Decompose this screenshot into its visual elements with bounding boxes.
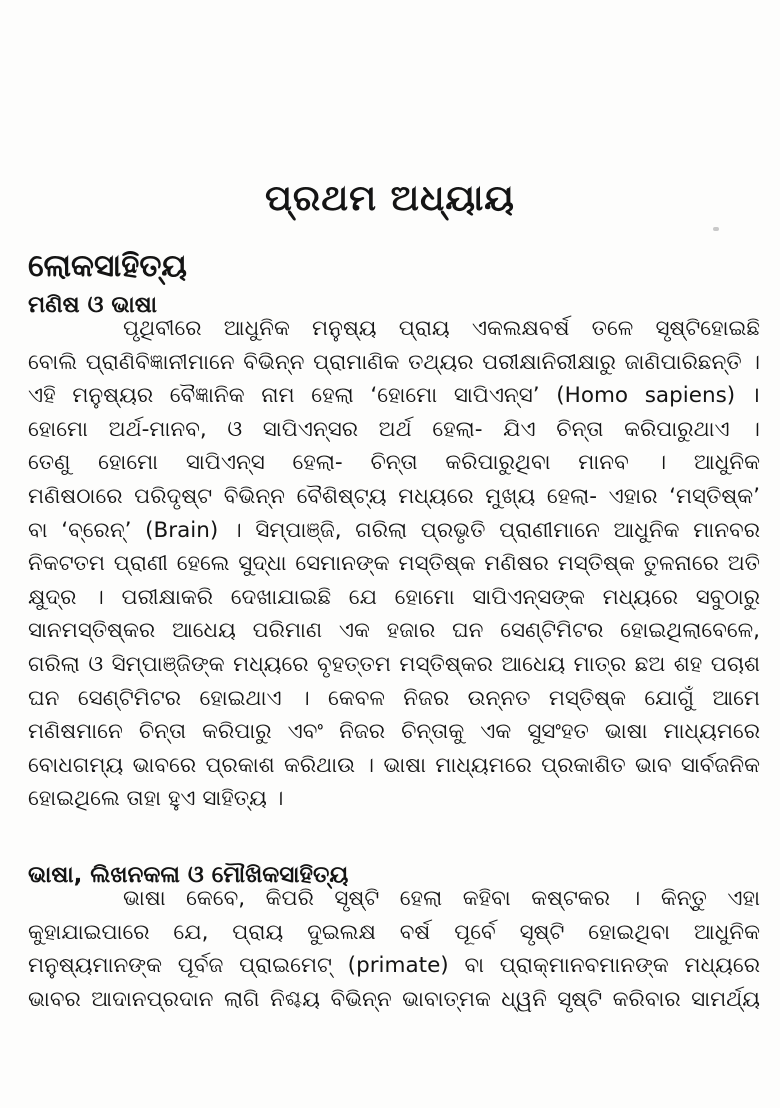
text-line: ବୋଲି ପ୍ରାଣିବିଜ୍ଞାନୀମାନେ ବିଭିନ୍ନ ପ୍ରାମାଣିକ ତଥ୍ୟର ପରୀକ୍ଷାନିରୀକ୍ଷାରୁ ଜାଣିପାରିଛନ୍ତି ।: [28, 349, 760, 375]
text-line: ସାନମସ୍ତିଷ୍କର ଆଧେୟ ପରିମାଣ ଏକ ହଜାର ଘନ ସେଣ୍ଟିମିଟର ହୋଇଥିଲାବେଳେ,: [28, 618, 760, 644]
text-line: ପୃଥିବୀରେ ଆଧୁନିକ ମନୁଷ୍ୟ ପ୍ରାୟ ଏକଲକ୍ଷବର୍ଷ ତଳେ ସୃଷ୍ଟିହୋଇଛି: [123, 316, 760, 341]
scan-speck: [713, 227, 719, 231]
text-line: ଗରିଲା ଓ ସିମ୍ପାଞ୍ଜିଙ୍କ ମଧ୍ୟରେ ବୃହତ୍ତମ ମସ୍ତିଷ୍କର ଆଧେୟ ମାତ୍ର ଛଅ ଶହ ପଚାଶ: [28, 651, 760, 677]
text-line: କ୍ଷୁଦ୍ର । ପରୀକ୍ଷାକରି ଦେଖାଯାଇଛି ଯେ ହୋମୋ ସାପିଏନ୍ସଙ୍କ ମଧ୍ୟରେ ସବୁଠାରୁ: [28, 584, 760, 610]
subsection-title-bhasha-likhanakala: ଭାଷା, ଲିଖନକଳା ଓ ମୌଖିକସାହିତ୍ୟ: [28, 862, 349, 888]
text-line: ବୋଧଗମ୍ୟ ଭାବରେ ପ୍ରକାଶ କରିଥାଉ । ଭାଷା ମାଧ୍ୟମରେ ପ୍ରକାଶିତ ଭାବ ସାର୍ବଜନିକ: [28, 752, 760, 778]
subsection-title-manisha-o-bhasha: ମଣିଷ ଓ ଭାଷା: [28, 292, 157, 318]
text-line: ହୋଇଥିଲେ ତାହା ହୁଏ ସାହିତ୍ୟ ।: [28, 786, 284, 812]
paragraph-bhasha-likhanakala: [28, 882, 760, 1016]
text-line: ହୋମୋ ଅର୍ଥ-ମାନବ, ଓ ସାପିଏନ୍ସର ଅର୍ଥ ହେଲା- ଯିଏ ଚିନ୍ତା କରିପାରୁଥାଏ ।: [28, 416, 760, 442]
text-line: ଏହି ମନୁଷ୍ୟର ବୈଜ୍ଞାନିକ ନାମ ହେଲା ‘ହୋମୋ ସାପିଏନ୍ସ’ (Homo sapiens) ।: [28, 383, 760, 409]
text-line: ବା ‘ବ୍ରେନ୍’ (Brain) । ସିମ୍ପାଞ୍ଜି, ଗରିଲା ପ୍ରଭୃତି ପ୍ରାଣୀମାନେ ଆଧୁନିକ ମାନବର: [28, 517, 760, 543]
text-line: ମଣିଷମାନେ ଚିନ୍ତା କରିପାରୁ ଏବଂ ନିଜର ଚିନ୍ତାକୁ ଏକ ସୁସଂହତ ଭାଷା ମାଧ୍ୟମରେ: [28, 719, 760, 745]
paragraph-manisha-o-bhasha: [28, 312, 760, 816]
text-line: ତେଣୁ ହୋମୋ ସାପିଏନ୍ସ ହେଲା- ଚିନ୍ତା କରିପାରୁଥିବା ମାନବ । ଆଧୁନିକ: [28, 450, 760, 476]
text-line: କୁହାଯାଇପାରେ ଯେ, ପ୍ରାୟ ଦୁଇଲକ୍ଷ ବର୍ଷ ପୂର୍ବେ ସୃଷ୍ଟି ହୋଇଥିବା ଆଧୁନିକ: [28, 919, 760, 945]
chapter-title: ପ୍ରଥମ ଅଧ୍ୟାୟ: [265, 178, 515, 219]
text-line: ମନୁଷ୍ୟମାନଙ୍କ ପୂର୍ବଜ ପ୍ରାଇମେଟ୍ (primate) ବା ପ୍ରାକ୍ମାନବମାନଙ୍କ ମଧ୍ୟରେ: [28, 953, 760, 979]
section-title: ଲୋକସାହିତ୍ୟ: [28, 248, 187, 284]
text-line: ଭାବର ଆଦାନପ୍ରଦାନ ଲାଗି ନିଶ୍ଚୟ ବିଭିନ୍ନ ଭାବାତ୍ମକ ଧ୍ୱନି ସୃଷ୍ଟି କରିବାର ସାମର୍ଥ୍ୟ: [28, 986, 760, 1012]
text-line: ମଣିଷଠାରେ ପରିଦୃଷ୍ଟ ବିଭିନ୍ନ ବୈଶିଷ୍ଟ୍ୟ ମଧ୍ୟରେ ମୁଖ୍ୟ ହେଲା- ଏହାର ‘ମସ୍ତିଷ୍କ’: [28, 483, 760, 509]
text-line: ଭାଷା କେବେ, କିପରି ସୃଷ୍ଟି ହେଲା କହିବା କଷ୍ଟକର । କିନ୍ତୁ ଏହା: [123, 886, 760, 911]
text-line: ନିକଟତମ ପ୍ରାଣୀ ହେଲେ ସୁଦ୍ଧା ସେମାନଙ୍କ ମସ୍ତିଷ୍କ ମଣିଷର ମସ୍ତିଷ୍କ ତୁଳନାରେ ଅତି: [28, 551, 760, 577]
text-line: ଘନ ସେଣ୍ଟିମିଟର ହୋଇଥାଏ । କେବଳ ନିଜର ଉନ୍ନତ ମସ୍ତିଷ୍କ ଯୋଗୁଁ ଆମେ: [28, 685, 760, 711]
